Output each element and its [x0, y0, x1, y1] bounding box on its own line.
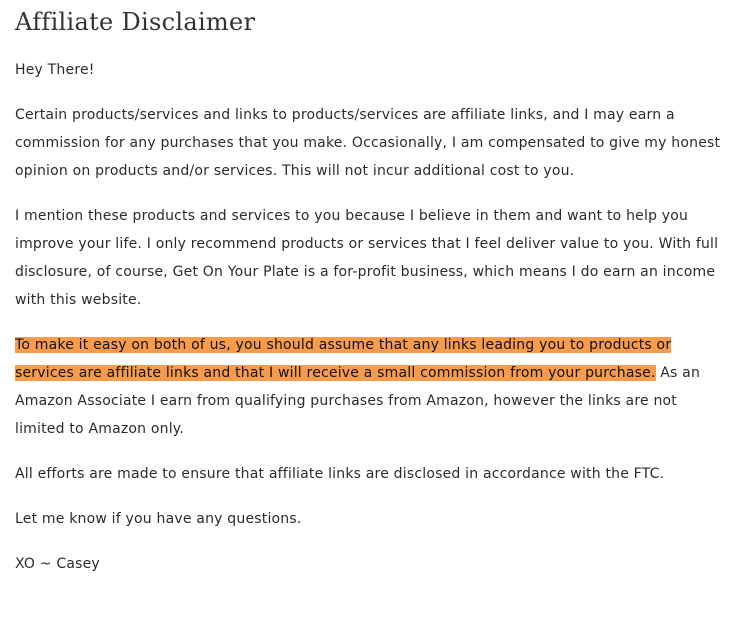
- paragraph-assumption: [15, 331, 723, 443]
- paragraph-affiliate-links: Certain products/services and links to products/services are affiliate links, and I may earn a commission for any purchases that you make. Occasionally, I am compensated to give my honest opinion on products and/or services. This will not incur additional cost to you.: [15, 107, 721, 179]
- paragraph-recommendations: I mention these products and services to you because I believe in them and want to help you improve your life. I only recommend products or services that I feel deliver value to you. With full disclosure, of course, Get On Your Plate is a for-profit business, which means I do earn an income with this website.: [15, 208, 719, 308]
- amazon-associate-text: As an Amazon Associate I earn from qualifying purchases from Amazon, however the links are not limited to Amazon only.: [15, 365, 701, 437]
- page-title: Affiliate Disclaimer: [15, 8, 256, 36]
- signature: XO ~ Casey: [15, 556, 100, 572]
- paragraph-ftc: All efforts are made to ensure that affiliate links are disclosed in accordance with the FTC.: [15, 466, 665, 482]
- greeting: Hey There!: [15, 62, 95, 78]
- highlighted-text: To make it easy on both of us, you should assume that any links leading you to products or services are affiliate links and that I will receive a small commission from your purchase.: [15, 337, 672, 381]
- paragraph-questions: Let me know if you have any questions.: [15, 511, 302, 527]
